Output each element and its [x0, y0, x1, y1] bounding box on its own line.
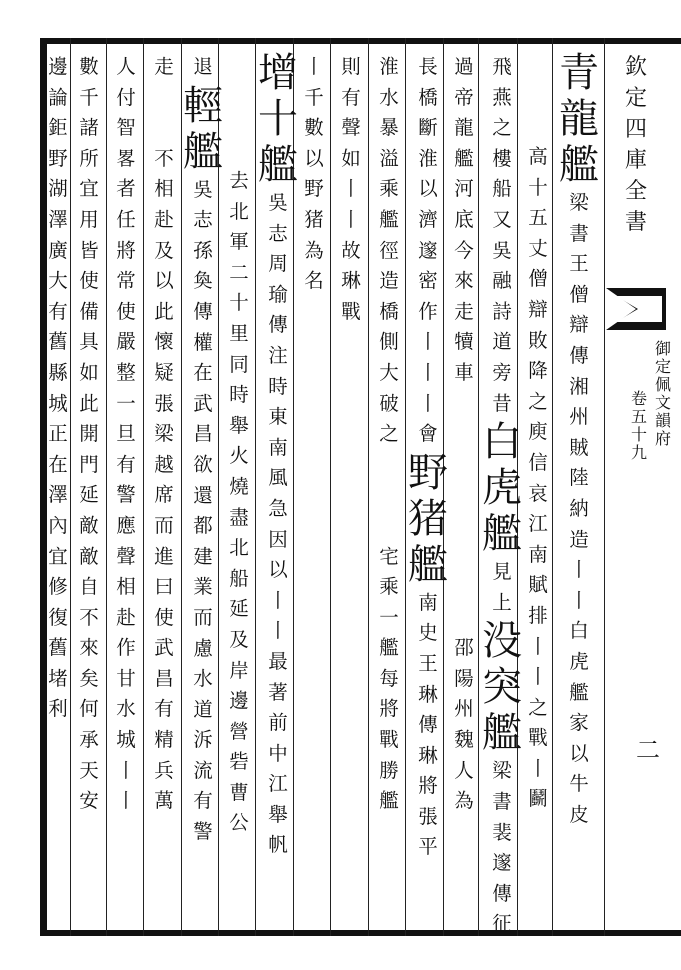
text-segment: 增 十 艦 — [258, 50, 298, 188]
text-column — [221, 166, 257, 839]
page-number: 二 — [636, 736, 660, 764]
text-column — [371, 52, 407, 817]
text-column — [258, 50, 298, 861]
text-column — [521, 142, 555, 815]
text-column — [296, 52, 332, 297]
text-segment: 數 千 諸 所 宜 用 皆 使 備 具 如 此 開 門 延 敵 敵 自 不 來 矣 何 承 天 安 — [79, 55, 99, 813]
text-segment: 邵 陽 州 魏 人 為 — [454, 636, 474, 813]
text-column — [446, 52, 482, 817]
text-segment: 退 — [193, 55, 213, 78]
text-segment: 青 龍 艦 — [559, 50, 599, 188]
text-column — [482, 52, 522, 940]
fishtail-mark — [606, 286, 666, 332]
text-column — [45, 52, 71, 725]
text-segment — [386, 450, 392, 542]
text-column — [556, 50, 602, 830]
text-segment: 人 付 智 畧 者 任 將 常 使 嚴 整 一 旦 有 警 應 聲 相 赴 作 甘 水 城 丨 丨 — [116, 55, 136, 813]
text-segment: 南 史 王 琳 傳 琳 將 張 平 — [418, 590, 438, 859]
text-segment: 淮 水 暴 溢 乘 艦 徑 造 橋 側 大 破 之 — [379, 55, 399, 446]
text-segment: 飛 燕 之 樓 船 又 吳 融 詩 道 旁 昔 — [492, 55, 512, 415]
text-segment: 吳 志 周 瑜 傳 注 時 東 南 風 急 因 以 丨 丨 最 著 前 中 江 舉 帆 — [268, 191, 288, 857]
text-segment: 梁 書 裴 邃 傳 征 — [492, 759, 512, 936]
text-column — [71, 52, 107, 817]
text-segment: 白 虎 艦 — [482, 419, 522, 558]
text-segment: 梁 書 王 僧 辯 傳 湘 州 賊 陸 納 造 丨 丨 白 虎 艦 家 以 牛 皮 — [569, 191, 589, 826]
running-title — [612, 52, 660, 238]
text-segment: 輕 艦 — [183, 82, 223, 175]
text-segment: 高 十 五 丈 僧 辯 敗 降 之 庾 信 哀 江 南 賦 排 丨 丨 之 戰 丨 鬬 — [528, 145, 548, 811]
text-segment: 卷 五 十 九 — [630, 389, 647, 462]
text-segment — [461, 389, 467, 420]
text-segment: 丨 千 數 以 野 猪 為 名 — [304, 55, 324, 293]
book-title — [651, 340, 675, 448]
text-segment — [161, 83, 167, 144]
text-segment: 吳 志 孫 奐 傳 權 在 武 昌 欲 還 都 建 業 而 慮 水 道 泝 流 有 警 — [193, 177, 213, 844]
text-segment: 見 上 — [492, 560, 512, 614]
text-column — [183, 52, 223, 848]
column-rule — [604, 38, 605, 936]
text-segment: 野 猪 艦 — [408, 449, 448, 588]
text-segment — [461, 419, 467, 633]
text-segment: 過 帝 龍 艦 河 底 今 來 走 犢 車 — [454, 55, 474, 384]
text-segment: 邊 論 鉅 野 湖 澤 廣 大 有 舊 縣 城 正 在 澤 內 宜 修 復 舊 堵 利 — [48, 55, 68, 721]
text-segment: 去 北 軍 二 十 里 同 時 舉 火 燒 盡 北 船 延 及 岸 邊 營 砦 曹 公 — [229, 169, 249, 835]
text-segment: 不 相 赴 及 以 此 懷 疑 張 梁 越 席 而 進 曰 使 武 昌 有 精 兵 萬 — [154, 146, 174, 813]
volume-number — [628, 390, 650, 462]
text-segment: 走 — [154, 55, 174, 78]
text-column — [146, 52, 182, 817]
text-segment: 御 定 佩 文 韻 府 — [654, 339, 671, 448]
text-segment: 長 橋 斷 淮 以 濟 邃 密 作 丨 丨 丨 會 — [418, 55, 438, 446]
text-column — [108, 52, 144, 817]
text-segment: 宅 乘 一 艦 每 將 戰 勝 艦 — [379, 544, 399, 813]
text-column — [333, 52, 369, 327]
text-segment: 欽 定 四 庫 全 書 — [624, 55, 647, 235]
text-segment: 則 有 聲 如 丨 丨 故 琳 戰 — [341, 55, 361, 323]
text-segment: 没 突 艦 — [482, 618, 522, 757]
text-column — [408, 52, 448, 863]
